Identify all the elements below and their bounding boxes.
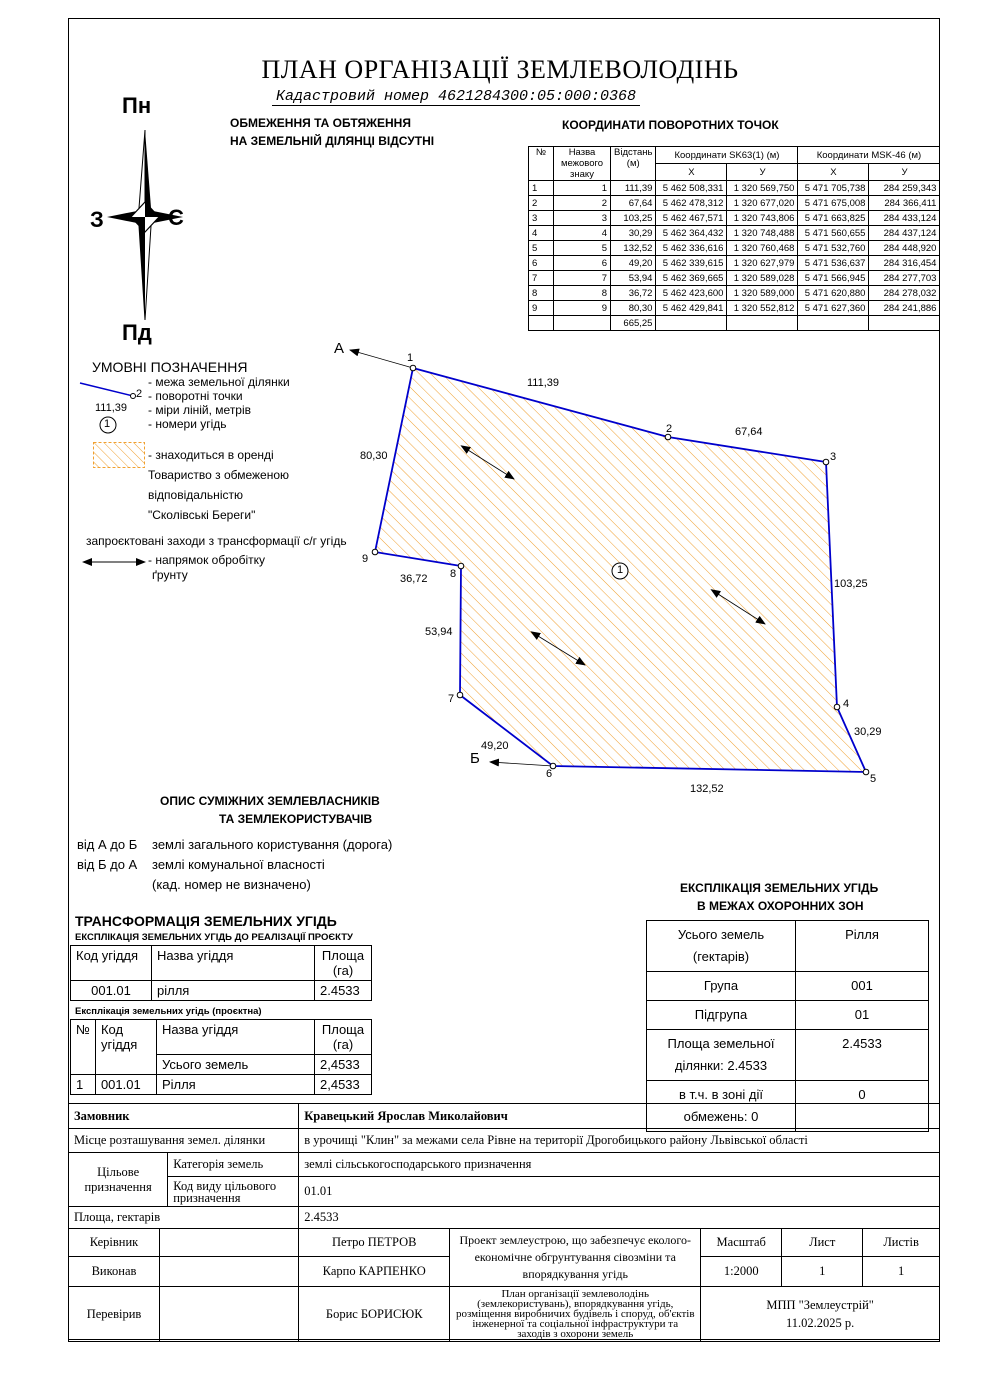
neighbors-title-1: ОПИС СУМІЖНИХ ЗЕМЛЕВЛАСНИКІВ xyxy=(160,794,380,808)
coords-h-x2: Х xyxy=(798,164,869,181)
coords-cell: 5 471 566,945 xyxy=(798,271,869,286)
coords-cell: 36,72 xyxy=(611,286,656,301)
coords-cell: 132,52 xyxy=(611,241,656,256)
coords-cell: 3 xyxy=(529,211,554,226)
tb-name: рілля xyxy=(152,981,315,1001)
coords-cell: 5 462 423,600 xyxy=(656,286,727,301)
coords-cell: 67,64 xyxy=(611,196,656,211)
stamp-area: 2.4533 xyxy=(299,1207,940,1229)
stamp-sheet-lbl: Лист xyxy=(782,1229,863,1257)
neighbors-title-2: ТА ЗЕМЛЕКОРИСТУВАЧІВ xyxy=(219,812,373,826)
sec-group-val: 001 xyxy=(796,972,929,1001)
legend-item-points: - поворотні точки xyxy=(148,389,243,403)
sec-total-val: Рілля xyxy=(796,921,929,972)
coords-h-y1: У xyxy=(727,164,798,181)
sec-group-lbl: Група xyxy=(647,972,796,1001)
dist-3-4: 103,25 xyxy=(834,578,868,590)
dist-1-2: 111,39 xyxy=(527,377,560,389)
dist-5-6: 132,52 xyxy=(690,783,724,795)
transform-before-table xyxy=(70,945,372,1001)
coords-cell: 1 xyxy=(529,181,554,196)
coords-cell: 5 471 627,360 xyxy=(798,301,869,316)
tb-h-code: Код угіддя xyxy=(71,946,152,981)
coords-title: КООРДИНАТИ ПОВОРОТНИХ ТОЧОК xyxy=(562,118,779,132)
sec-area-lbl2: ділянки: 2.4533 xyxy=(674,1058,768,1073)
coords-cell: 2 xyxy=(529,196,554,211)
coords-h-msk46: Координати MSK-46 (м) xyxy=(798,147,940,164)
legend-item-boundary: - межа земельної ділянки xyxy=(148,375,290,389)
coords-cell: 5 462 339,615 xyxy=(656,256,727,271)
legend-title: УМОВНІ ПОЗНАЧЕННЯ xyxy=(92,359,248,375)
dist-8-9: 36,72 xyxy=(400,573,428,585)
tb-area: 2.4533 xyxy=(315,981,372,1001)
point-1: 1 xyxy=(407,352,414,364)
coords-cell: 1 320 760,468 xyxy=(727,241,798,256)
coords-cell: 5 462 478,312 xyxy=(656,196,727,211)
ta-h-area1: Площа xyxy=(321,1022,365,1037)
stamp-code: 01.01 xyxy=(299,1177,940,1207)
coords-cell: 1 320 589,028 xyxy=(727,271,798,286)
coords-cell: 1 320 552,812 xyxy=(727,301,798,316)
arrow-b xyxy=(490,762,553,766)
coords-cell: 1 320 748,488 xyxy=(727,226,798,241)
point-7: 7 xyxy=(448,693,455,705)
coords-cell: 5 462 336,616 xyxy=(656,241,727,256)
security-title-2: В МЕЖАХ ОХОРОННИХ ЗОН xyxy=(697,899,864,913)
sec-subgroup-lbl: Підгрупа xyxy=(647,1001,796,1030)
point-2: 2 xyxy=(666,423,673,435)
sec-area-lbl1: Площа земельної xyxy=(667,1036,775,1051)
ta-h-area2: (га) xyxy=(332,1037,354,1052)
legend-lease-2: Товариство з обмеженою xyxy=(148,468,290,482)
coords-cell: 1 320 569,750 xyxy=(727,181,798,196)
ta-h-num: № xyxy=(71,1020,96,1055)
coords-cell: 5 471 705,738 xyxy=(798,181,869,196)
point-9: 9 xyxy=(362,553,369,565)
stamp-location-lbl: Місце розташування земел. ділянки xyxy=(69,1129,299,1153)
legend-lease-3: відповідальністю xyxy=(148,488,243,502)
dist-9-1: 80,30 xyxy=(360,450,388,462)
stamp-location: в урочищі "Клин" за межами села Рівне на території Дрогобицького району Львівської області xyxy=(299,1129,940,1153)
cadastral-number: Кадастровий номер 4621284300:05:000:0368 xyxy=(272,88,640,106)
plan-label-a: А xyxy=(334,340,345,357)
coords-cell: 6 xyxy=(529,256,554,271)
neighbors-r1-from: від А до Б xyxy=(77,837,138,852)
coords-cell: 5 462 364,432 xyxy=(656,226,727,241)
coords-cell: 5 471 620,880 xyxy=(798,286,869,301)
coords-cell: 5 471 532,760 xyxy=(798,241,869,256)
stamp-purpose-lbl: Цільове призначення xyxy=(69,1153,168,1207)
legend-lease-4: "Сколівські Береги" xyxy=(148,508,256,522)
coords-cell: 3 xyxy=(554,211,611,226)
coords-cell: 5 xyxy=(554,241,611,256)
coords-cell: 8 xyxy=(529,286,554,301)
coords-cell: 9 xyxy=(554,301,611,316)
point-3: 3 xyxy=(830,451,837,463)
tb-h-name: Назва угіддя xyxy=(152,946,315,981)
coords-cell: 4 xyxy=(529,226,554,241)
coords-cell: 1 xyxy=(554,181,611,196)
coords-cell: 9 xyxy=(529,301,554,316)
coords-total: 665,25 xyxy=(611,316,656,331)
coords-cell: 284 277,703 xyxy=(869,271,940,286)
security-title-1: ЕКСПЛІКАЦІЯ ЗЕМЕЛЬНИХ УГІДЬ xyxy=(680,881,879,895)
ta-h-code1: Код xyxy=(100,1022,124,1037)
coords-cell: 284 437,124 xyxy=(869,226,940,241)
coords-cell: 7 xyxy=(554,271,611,286)
coords-cell: 1 320 677,020 xyxy=(727,196,798,211)
coords-cell: 5 xyxy=(529,241,554,256)
stamp-check-lbl: Перевірив xyxy=(69,1287,160,1342)
coords-cell: 1 320 743,806 xyxy=(727,211,798,226)
stamp-sheets-lbl: Листів xyxy=(863,1229,940,1257)
coords-cell: 5 471 536,637 xyxy=(798,256,869,271)
restrictions-line2: НА ЗЕМЕЛЬНІЙ ДІЛЯНЦІ ВІДСУТНІ xyxy=(230,134,435,148)
coords-cell: 1 320 589,000 xyxy=(727,286,798,301)
plan-parcel-num: 1 xyxy=(617,564,624,576)
coords-cell: 5 471 560,655 xyxy=(798,226,869,241)
coords-h-x1: Х xyxy=(656,164,727,181)
dist-7-8: 53,94 xyxy=(425,626,453,638)
stamp-org: МПП "Землеустрій" xyxy=(766,1298,874,1312)
ta-row-code: 001.01 xyxy=(95,1075,156,1095)
coords-cell: 5 471 675,008 xyxy=(798,196,869,211)
point-5: 5 xyxy=(870,773,877,785)
coords-cell: 53,94 xyxy=(611,271,656,286)
legend-item-numbers: - номери угідь xyxy=(148,417,227,431)
coords-cell: 8 xyxy=(554,286,611,301)
coords-cell: 6 xyxy=(554,256,611,271)
transform-sub1: ЕКСПЛІКАЦІЯ ЗЕМЕЛЬНИХ УГІДЬ ДО РЕАЛІЗАЦІЇ ПРОЄКТУ xyxy=(75,932,353,943)
legend-lease-1: - знаходиться в оренді xyxy=(148,448,274,462)
stamp-category-lbl: Категорія земель xyxy=(168,1153,299,1177)
point-8: 8 xyxy=(450,568,457,580)
ta-h-code2: угіддя xyxy=(100,1037,138,1052)
stamp-done-lbl: Виконав xyxy=(69,1257,160,1287)
coords-cell: 5 471 663,825 xyxy=(798,211,869,226)
stamp-category: землі сільськогосподарського призначення xyxy=(299,1153,940,1177)
stamp-done: Карпо КАРПЕНКО xyxy=(299,1257,450,1287)
stamp-code-lbl: Код виду цільового призначення xyxy=(168,1177,299,1207)
sec-total-lbl1: Усього земель xyxy=(677,927,765,942)
ta-h-name: Назва угіддя xyxy=(156,1020,314,1055)
coords-h-dist: Відстань (м) xyxy=(611,147,656,181)
title-block xyxy=(68,1103,940,1342)
stamp-sheets: 1 xyxy=(863,1257,940,1287)
coords-cell: 284 278,032 xyxy=(869,286,940,301)
sec-subgroup-val: 01 xyxy=(796,1001,929,1030)
coords-h-y2: У xyxy=(869,164,940,181)
tb-code: 001.01 xyxy=(71,981,152,1001)
sec-area-val: 2.4533 xyxy=(796,1030,929,1081)
stamp-project: Проект землеустрою, що забезпечує еколого-економічне обгрунтування сівозміни та впорядкування угідь xyxy=(450,1229,701,1287)
stamp-date: 11.02.2025 р. xyxy=(785,1316,855,1330)
coords-cell: 7 xyxy=(529,271,554,286)
coords-cell: 284 259,343 xyxy=(869,181,940,196)
sec-zone-val: 0 xyxy=(796,1081,929,1132)
stamp-check: Борис БОРИСЮК xyxy=(299,1287,450,1342)
compass-west: З xyxy=(90,207,104,232)
coords-cell: 5 462 508,331 xyxy=(656,181,727,196)
stamp-head-lbl: Керівник xyxy=(69,1229,160,1257)
legend-measures-title: запроєктовані заходи з трансформації с/г угідь xyxy=(86,534,347,548)
tb-h-area2: (га) xyxy=(332,963,354,978)
legend-item-lengths: - міри ліній, метрів xyxy=(148,403,252,417)
coords-cell: 111,39 xyxy=(611,181,656,196)
security-table xyxy=(646,920,929,1132)
dist-2-3: 67,64 xyxy=(735,426,763,438)
neighbors-r2-note: (кад. номер не визначено) xyxy=(152,877,311,892)
page-title: ПЛАН ОРГАНІЗАЦІЇ ЗЕМЛЕВОЛОДІНЬ xyxy=(261,55,739,84)
coords-cell: 30,29 xyxy=(611,226,656,241)
coords-cell: 284 448,920 xyxy=(869,241,940,256)
legend-direction-1: - напрямок обробітку xyxy=(148,553,265,567)
coords-cell: 284 366,411 xyxy=(869,196,940,211)
stamp-plan-desc: План організації землеволодінь (землекористувань), впорядкування угідь, розміщення виробничих будівель і споруд, об'єктів інженерної та соціальної інфраструктури та заходів з охорони земель xyxy=(450,1287,701,1342)
compass-south: Пд xyxy=(122,320,152,345)
arrow-a xyxy=(350,350,413,368)
dist-6-7: 49,20 xyxy=(481,740,509,752)
stamp-customer: Кравецький Ярослав Миколайович xyxy=(299,1104,940,1129)
point-4: 4 xyxy=(843,698,850,710)
coords-cell: 284 433,124 xyxy=(869,211,940,226)
coords-h-name: Назва межового знаку xyxy=(554,147,611,181)
coords-cell: 5 462 467,571 xyxy=(656,211,727,226)
coords-cell: 5 462 369,665 xyxy=(656,271,727,286)
legend-direction-2: ґрунту xyxy=(152,568,188,582)
restrictions-line1: ОБМЕЖЕННЯ ТА ОБТЯЖЕННЯ xyxy=(230,116,411,130)
point-6: 6 xyxy=(546,768,553,780)
stamp-sheet: 1 xyxy=(782,1257,863,1287)
ta-total-area: 2,4533 xyxy=(315,1055,372,1075)
legend-parcel-num: 1 xyxy=(104,418,111,430)
coords-cell: 284 241,886 xyxy=(869,301,940,316)
neighbors-r1-text: землі загального користування (дорога) xyxy=(152,837,393,852)
sec-zone-lbl1: в т.ч. в зоні дії xyxy=(679,1087,763,1102)
coords-cell: 284 316,454 xyxy=(869,256,940,271)
coords-cell: 49,20 xyxy=(611,256,656,271)
coords-cell: 103,25 xyxy=(611,211,656,226)
compass-north: Пн xyxy=(122,93,152,118)
transform-after-table xyxy=(70,1019,372,1095)
ta-row-num: 1 xyxy=(71,1075,96,1095)
ta-row-name: Рілля xyxy=(156,1075,314,1095)
coords-h-sk63: Координати SK63(1) (м) xyxy=(656,147,798,164)
legend-line-dist: 111,39 xyxy=(95,402,128,414)
plan-label-b: Б xyxy=(470,750,480,767)
coords-cell: 5 462 429,841 xyxy=(656,301,727,316)
coords-cell: 4 xyxy=(554,226,611,241)
neighbors-r2-text: землі комунальної власності xyxy=(152,857,325,872)
neighbors-r2-from: від Б до А xyxy=(77,857,138,872)
stamp-scale: 1:2000 xyxy=(701,1257,782,1287)
stamp-customer-lbl: Замовник xyxy=(69,1104,299,1129)
coords-cell: 1 320 627,979 xyxy=(727,256,798,271)
ta-total-label: Усього земель xyxy=(156,1055,314,1075)
coords-cell: 2 xyxy=(554,196,611,211)
coords-h-num: № xyxy=(529,147,554,181)
dist-4-5: 30,29 xyxy=(854,726,882,738)
legend-line-num: 2 xyxy=(136,388,143,400)
ta-row-area: 2,4533 xyxy=(315,1075,372,1095)
stamp-scale-lbl: Масштаб xyxy=(701,1229,782,1257)
coords-cell: 80,30 xyxy=(611,301,656,316)
transform-sub2: Експлікація земельних угідь (проєктна) xyxy=(75,1006,262,1017)
stamp-head: Петро ПЕТРОВ xyxy=(299,1229,450,1257)
stamp-area-lbl: Площа, гектарів xyxy=(69,1207,299,1229)
transform-title: ТРАНСФОРМАЦІЯ ЗЕМЕЛЬНИХ УГІДЬ xyxy=(75,913,337,929)
compass-east: С xyxy=(168,205,184,230)
sec-total-lbl2: (гектарів) xyxy=(692,949,750,964)
sec-zone-lbl2: обмежень: 0 xyxy=(683,1109,759,1124)
tb-h-area1: Площа xyxy=(321,948,365,963)
